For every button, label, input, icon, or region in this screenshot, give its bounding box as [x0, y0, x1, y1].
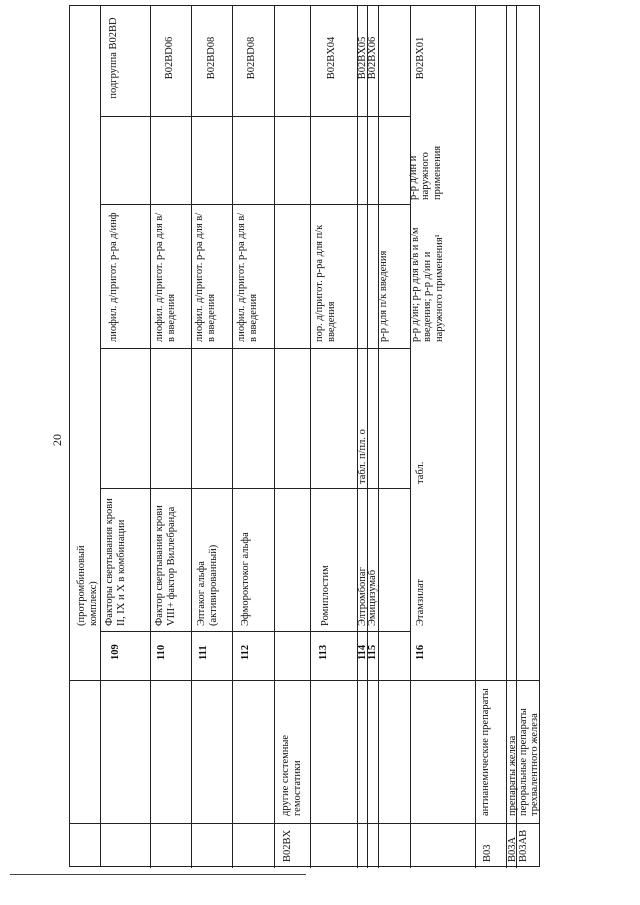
atc-group-name: другие системные гемостатики — [280, 734, 303, 816]
atc-code: B02BD08 — [246, 36, 257, 80]
atc-code: подгруппа B02BD — [108, 17, 119, 99]
dosage-form: лиофил. д/пригот. р-ра для в/в введения — [154, 212, 177, 342]
atc-group-code: B02BX — [282, 829, 293, 862]
row-line — [232, 6, 233, 868]
drug-name: Элтромбопаг — [357, 567, 368, 626]
page-number: 20 — [50, 434, 64, 446]
row-number: 115 — [367, 644, 378, 660]
drug-name: Эмицизумаб — [367, 569, 378, 626]
row-line — [378, 6, 379, 868]
row-number: 109 — [110, 644, 121, 660]
col-line — [100, 204, 410, 205]
dosage-form: лиофил. д/пригот. р-ра д/инф — [108, 212, 119, 342]
row-number: 112 — [240, 644, 251, 660]
dosage-form-tablet: табл. — [415, 461, 426, 484]
atc-group-code: B03A — [507, 836, 518, 862]
atc-group-code: B03 — [482, 844, 493, 862]
drug-name: Эфмороктоког альфа — [240, 532, 251, 626]
drug-name: Этамзилат — [415, 579, 426, 626]
dosage-form-extra: р-р д/ин и наружного применения — [408, 145, 443, 200]
row-line — [100, 6, 101, 866]
row-number: 116 — [415, 644, 426, 660]
atc-group-name: антианемические препараты — [480, 688, 491, 816]
dosage-form: р-р для п/к введения — [378, 250, 389, 342]
drug-name: (протромбиновый комплекс) — [76, 545, 99, 626]
atc-group-name: пероральные препараты трехвалентного железа — [518, 708, 540, 816]
drug-name: Ромиплостим — [320, 565, 331, 626]
dosage-form: лиофил. д/пригот. р-ра для в/в введения — [236, 212, 259, 342]
dosage-form: пор. д/пригот. р-ра для п/к введения — [314, 224, 337, 342]
atc-code: B02BX06 — [367, 36, 378, 80]
atc-group-code: B03AB — [518, 829, 529, 862]
col-line — [70, 823, 539, 824]
row-line — [150, 6, 151, 868]
drug-name: Фактор свертывания крови VIII+ фактор Виллебранда — [154, 505, 177, 626]
dosage-form-tablet: табл. п/пл. о — [357, 429, 368, 484]
dosage-form: р-р д/ин; р-р для в/в и в/м введения; р-р д/ин и наружного применения¹ — [410, 227, 445, 342]
atc-code: B02BD08 — [206, 36, 217, 80]
footnote-separator — [10, 874, 306, 875]
atc-code: B02BX05 — [357, 36, 368, 80]
atc-code: B02BX01 — [415, 36, 426, 80]
row-line — [310, 6, 311, 868]
col-line — [70, 680, 539, 681]
drug-name: Факторы свертывания крови II, IX и X в комбинации — [104, 498, 127, 626]
row-number: 110 — [156, 644, 167, 660]
drug-name: Эптаког альфа (активированный) — [196, 544, 219, 626]
row-number: 111 — [198, 645, 209, 660]
col-line — [100, 116, 410, 117]
dosage-form: лиофил. д/пригот. р-ра для в/в введения — [194, 212, 217, 342]
row-line — [274, 6, 275, 868]
col-line — [100, 348, 410, 349]
row-number: 113 — [318, 644, 329, 660]
atc-code: B02BX04 — [326, 36, 337, 80]
row-number: 114 — [357, 644, 368, 660]
row-line — [191, 6, 192, 868]
drug-table — [69, 5, 540, 867]
row-line — [475, 6, 476, 868]
atc-group-name: препараты железа — [507, 735, 518, 816]
atc-code: B02BD06 — [164, 36, 175, 80]
